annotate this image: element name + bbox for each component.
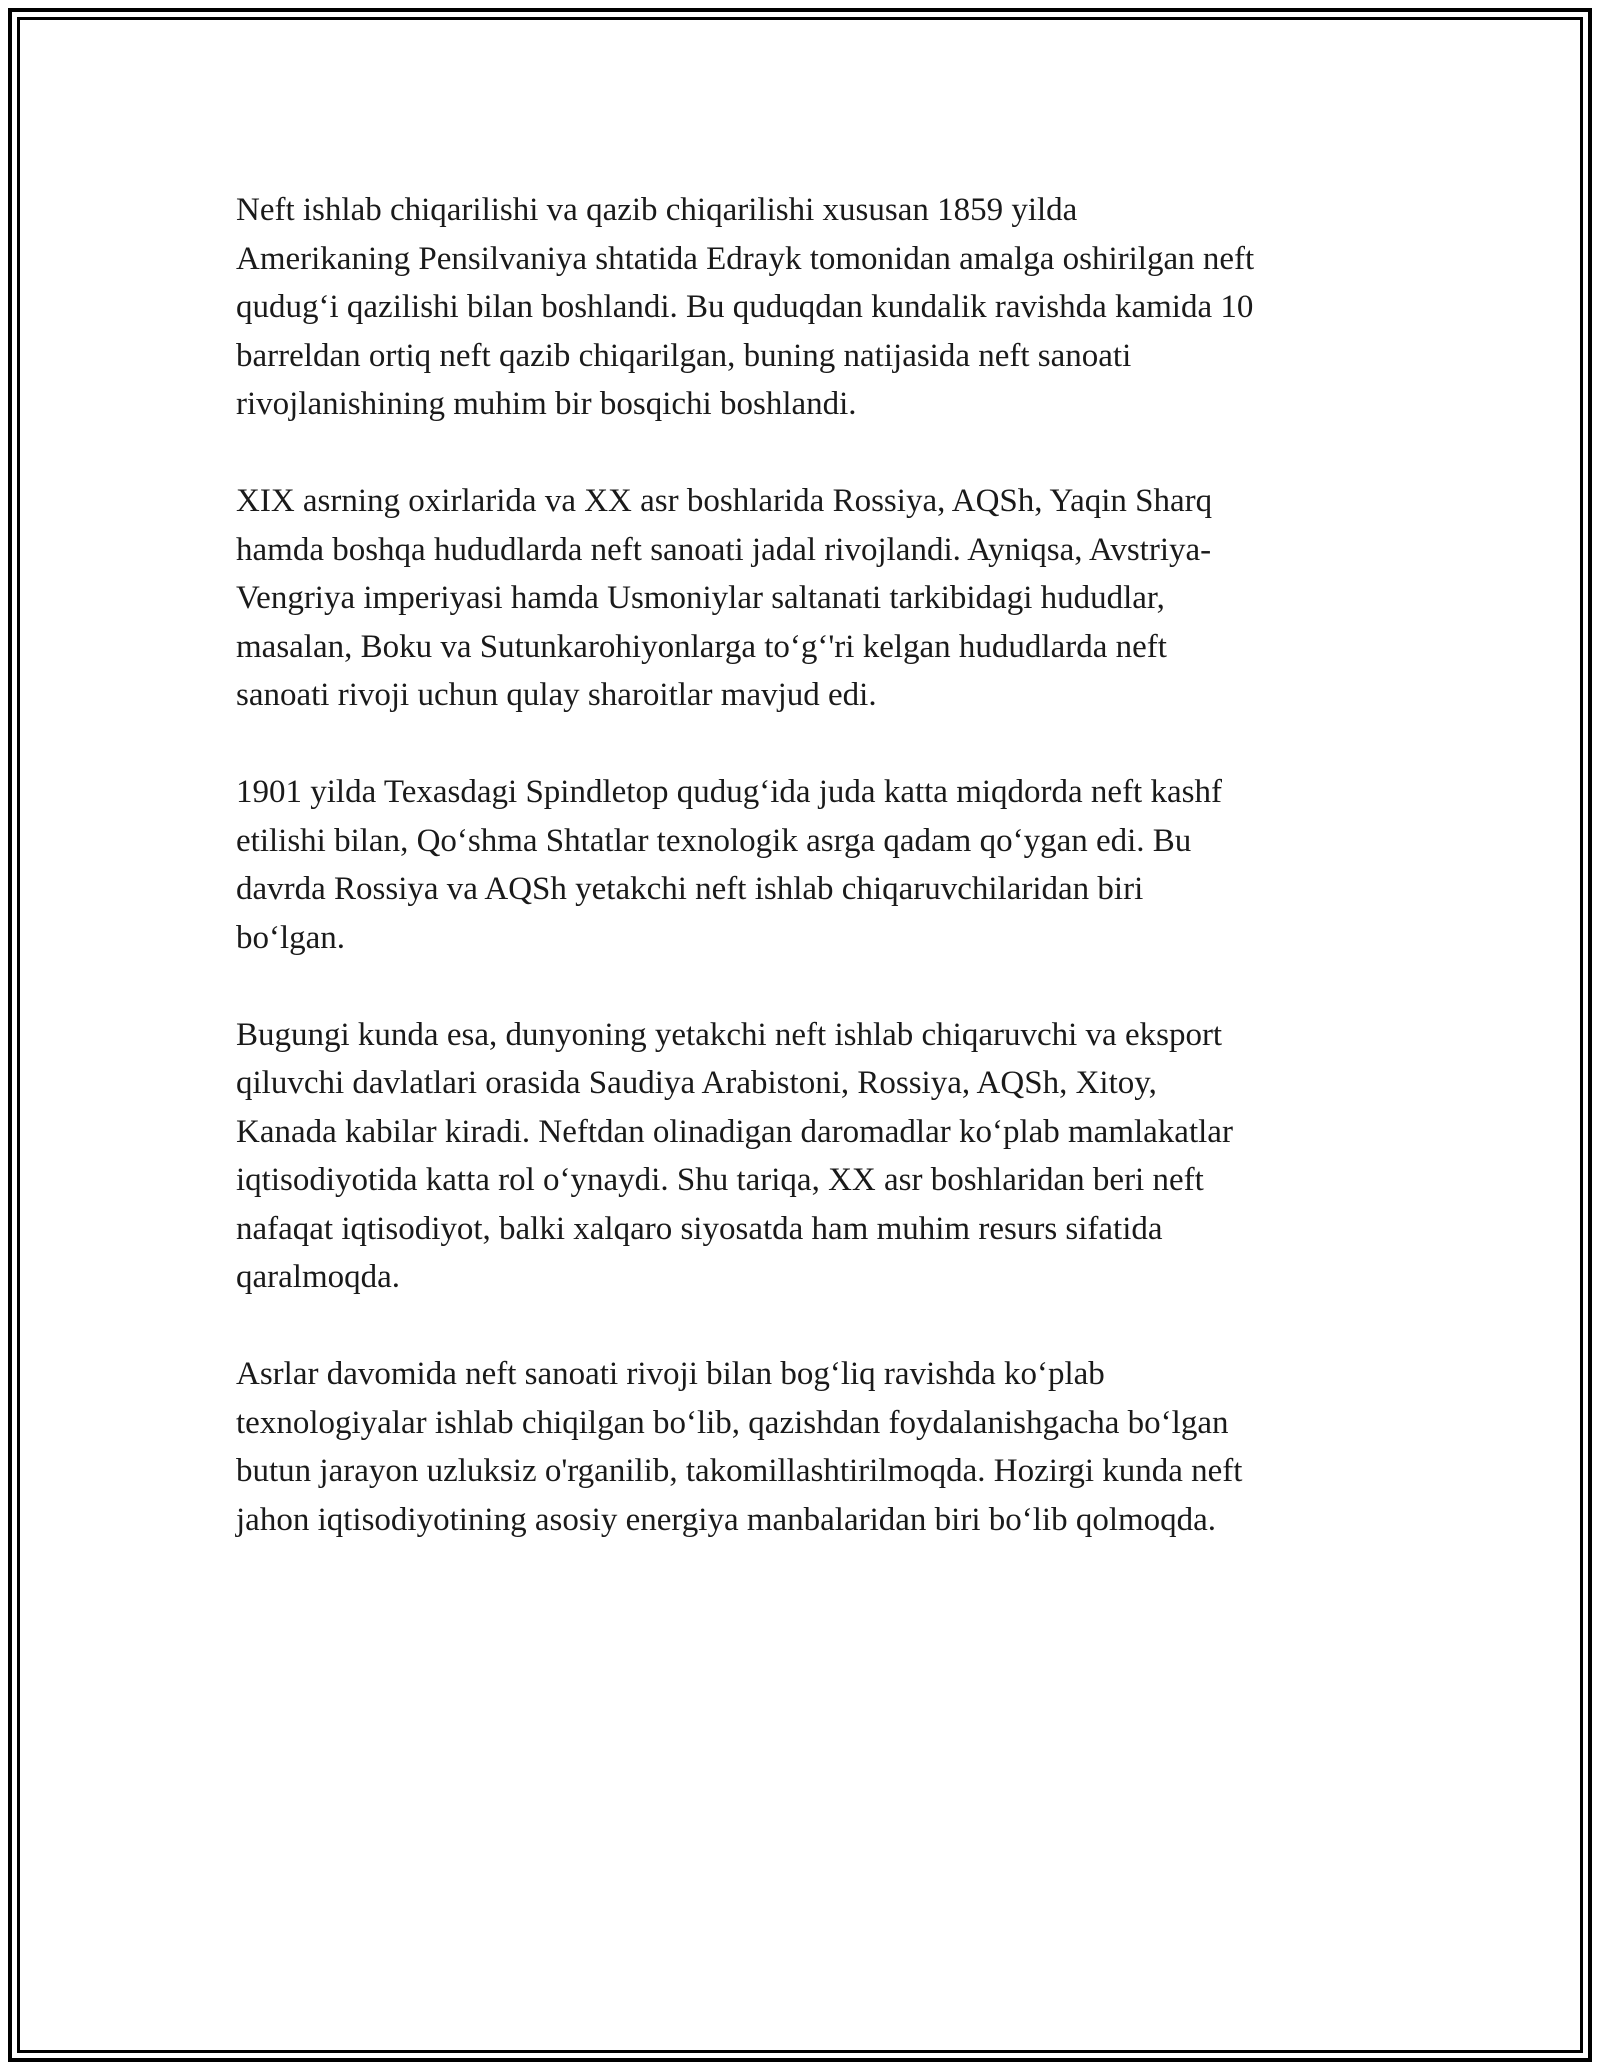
paragraph-4: Bugungi kunda esa, dunyoning yetakchi neft ishlab chiqaruvchi va eksport qiluvchi davlatlari orasida Saudiya Arabistoni, Rossiya, AQSh, Xitoy, Kanada kabilar kiradi. Neftdan olinadigan daromadlar ko‘plab mamlakatlar iqtisodiyotida katta rol o‘ynaydi. Shu tariqa, XX asr boshlaridan beri neft nafaqat iqtisodiyot, balki xalqaro siyosatda ham muhim resurs sifatida qaralmoqda. xyxy=(236,1016,1233,1295)
paragraph-2: XIX asrning oxirlarida va XX asr boshlarida Rossiya, AQSh, Yaqin Sharq hamda boshqa hududlarda neft sanoati jadal rivojlandi. Ayniqsa, Avstriya- Vengriya imperiyasi hamda Usmoniylar saltanati tarkibidagi hududlar, masalan, Boku va Sutunkarohiyonlarga to‘g‘'ri kelgan hududlarda neft sanoati rivoji uchun qulay sharoitlar mavjud edi. xyxy=(236,483,1213,713)
document-body xyxy=(236,186,1386,1593)
paragraph-5: Asrlar davomida neft sanoati rivoji bilan bog‘liq ravishda ko‘plab texnologiyalar ishlab chiqilgan bo‘lib, qazishdan foydalanishgacha bo‘lgan butun jarayon uzluksiz o'rganilib, takomillashtirilmoqda. Hozirgi kunda neft jahon iqtisodiyotining asosiy energiya manbalaridan biri bo‘lib qolmoqda. xyxy=(236,1356,1243,1538)
paragraph-3: 1901 yilda Texasdagi Spindletop qudug‘ida juda katta miqdorda neft kashf etilishi bilan, Qo‘shma Shtatlar texnologik asrga qadam qo‘ygan edi. Bu davrda Rossiya va AQSh yetakchi neft ishlab chiqaruvchilaridan biri bo‘lgan. xyxy=(236,774,1222,956)
paragraph-1: Neft ishlab chiqarilishi va qazib chiqarilishi xususan 1859 yilda Amerikaning Pensilvaniya shtatida Edrayk tomonidan amalga oshirilgan neft qudug‘i qazilishi bilan boshlandi. Bu quduqdan kundalik ravishda kamida 10 barreldan ortiq neft qazib chiqarilgan, buning natijasida neft sanoati rivojlanishining muhim bir bosqichi boshlandi. xyxy=(236,192,1255,422)
